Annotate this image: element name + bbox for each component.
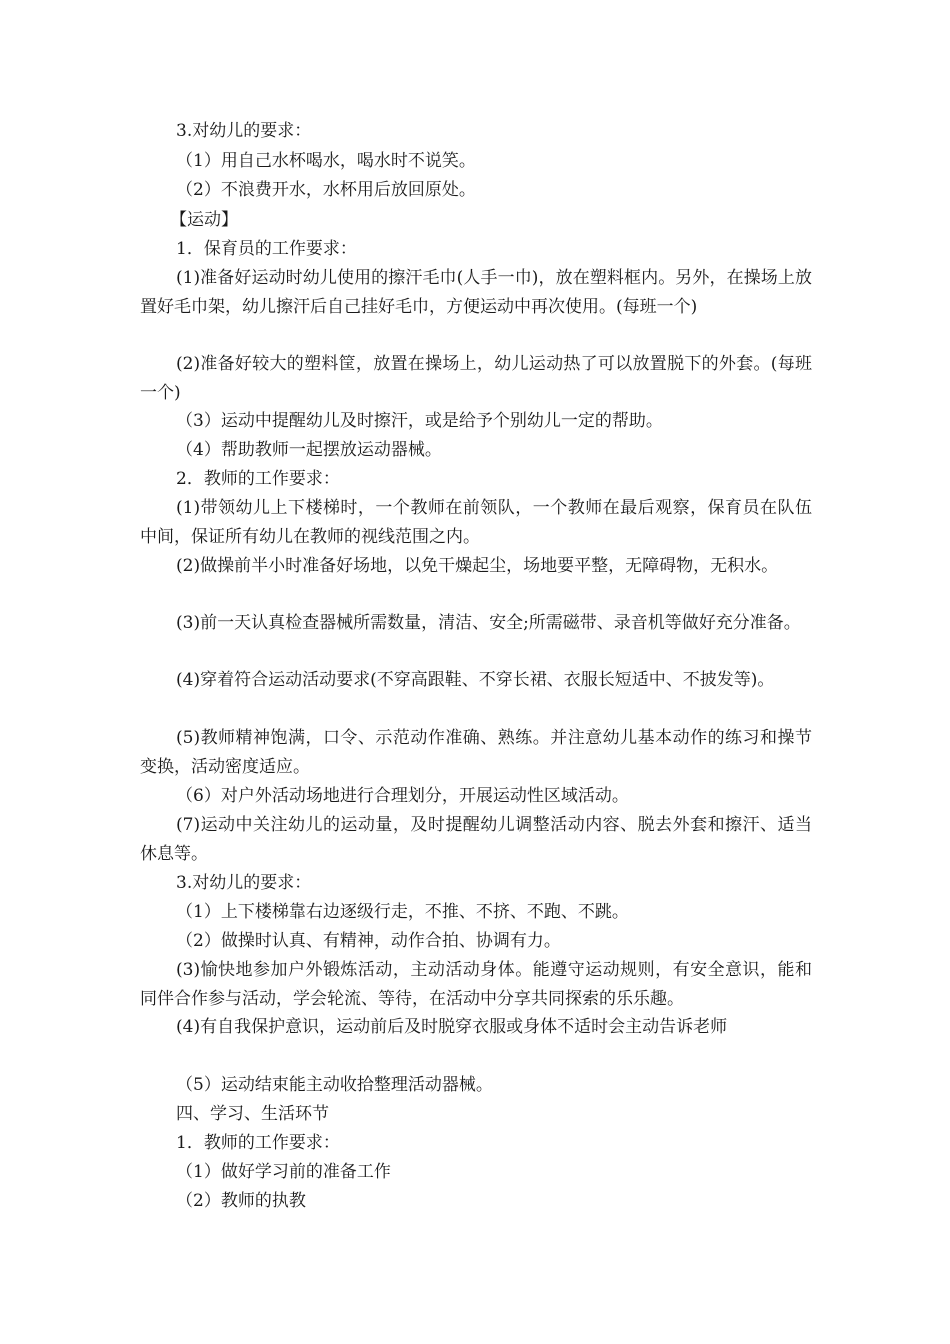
paragraph: (3)前一天认真检查器械所需数量，清洁、安全;所需磁带、录音机等做好充分准备。 xyxy=(176,613,801,633)
section-heading: 2．教师的工作要求： xyxy=(176,469,340,489)
paragraph: (3)愉快地参加户外锻炼活动，主动活动身体。能遵守运动规则，有安全意识，能和同伴合作参与活动，学会轮流、等待，在活动中分享共同探索的乐乐趣。 xyxy=(140,960,812,1009)
section-heading: 3.对幼儿的要求： xyxy=(176,121,312,141)
paragraph: (1)准备好运动时幼儿使用的擦汗毛巾(人手一巾)，放在塑料框内。另外，在操场上放置好毛巾架，幼儿擦汗后自己挂好毛巾，方便运动中再次使用。(每班一个) xyxy=(140,268,812,317)
section-heading: 四、学习、生活环节 xyxy=(176,1104,329,1124)
section-heading: 1．保育员的工作要求： xyxy=(176,239,357,259)
paragraph: (5)教师精神饱满，口令、示范动作准确、熟练。并注意幼儿基本动作的练习和操节变换，活动密度适应。 xyxy=(140,728,812,777)
section-heading: 【运动】 xyxy=(170,210,238,230)
list-item: （2）不浪费开水，水杯用后放回原处。 xyxy=(176,180,476,200)
paragraph: (2)做操前半小时准备好场地，以免干燥起尘，场地要平整，无障碍物，无积水。 xyxy=(176,556,779,576)
paragraph: (2)准备好较大的塑料筐，放置在操场上，幼儿运动热了可以放置脱下的外套。(每班一个) xyxy=(140,354,812,403)
list-item: （1）用自己水杯喝水，喝水时不说笑。 xyxy=(176,151,476,171)
section-heading: 3.对幼儿的要求： xyxy=(176,873,312,893)
paragraph: (7)运动中关注幼儿的运动量，及时提醒幼儿调整活动内容、脱去外套和擦汗、适当休息等。 xyxy=(140,815,812,864)
list-item: （1）做好学习前的准备工作 xyxy=(176,1162,391,1182)
list-item: (4)有自我保护意识，运动前后及时脱穿衣服或身体不适时会主动告诉老师 xyxy=(176,1017,728,1037)
list-item: （2）做操时认真、有精神，动作合拍、协调有力。 xyxy=(176,931,561,951)
list-item: （4）帮助教师一起摆放运动器械。 xyxy=(176,440,442,460)
section-heading: 1．教师的工作要求： xyxy=(176,1133,340,1153)
list-item: （2）教师的执教 xyxy=(176,1191,306,1211)
list-item: （1）上下楼梯靠右边逐级行走，不推、不挤、不跑、不跳。 xyxy=(176,902,629,922)
paragraph: (4)穿着符合运动活动要求(不穿高跟鞋、不穿长裙、衣服长短适中、不披发等)。 xyxy=(176,670,775,690)
list-item: （6）对户外活动场地进行合理划分，开展运动性区域活动。 xyxy=(176,786,629,806)
list-item: （3）运动中提醒幼儿及时擦汗，或是给予个别幼儿一定的帮助。 xyxy=(176,411,663,431)
paragraph: (1)带领幼儿上下楼梯时，一个教师在前领队，一个教师在最后观察，保育员在队伍中间，保证所有幼儿在教师的视线范围之内。 xyxy=(140,498,812,547)
list-item: （5）运动结束能主动收拾整理活动器械。 xyxy=(176,1075,493,1095)
